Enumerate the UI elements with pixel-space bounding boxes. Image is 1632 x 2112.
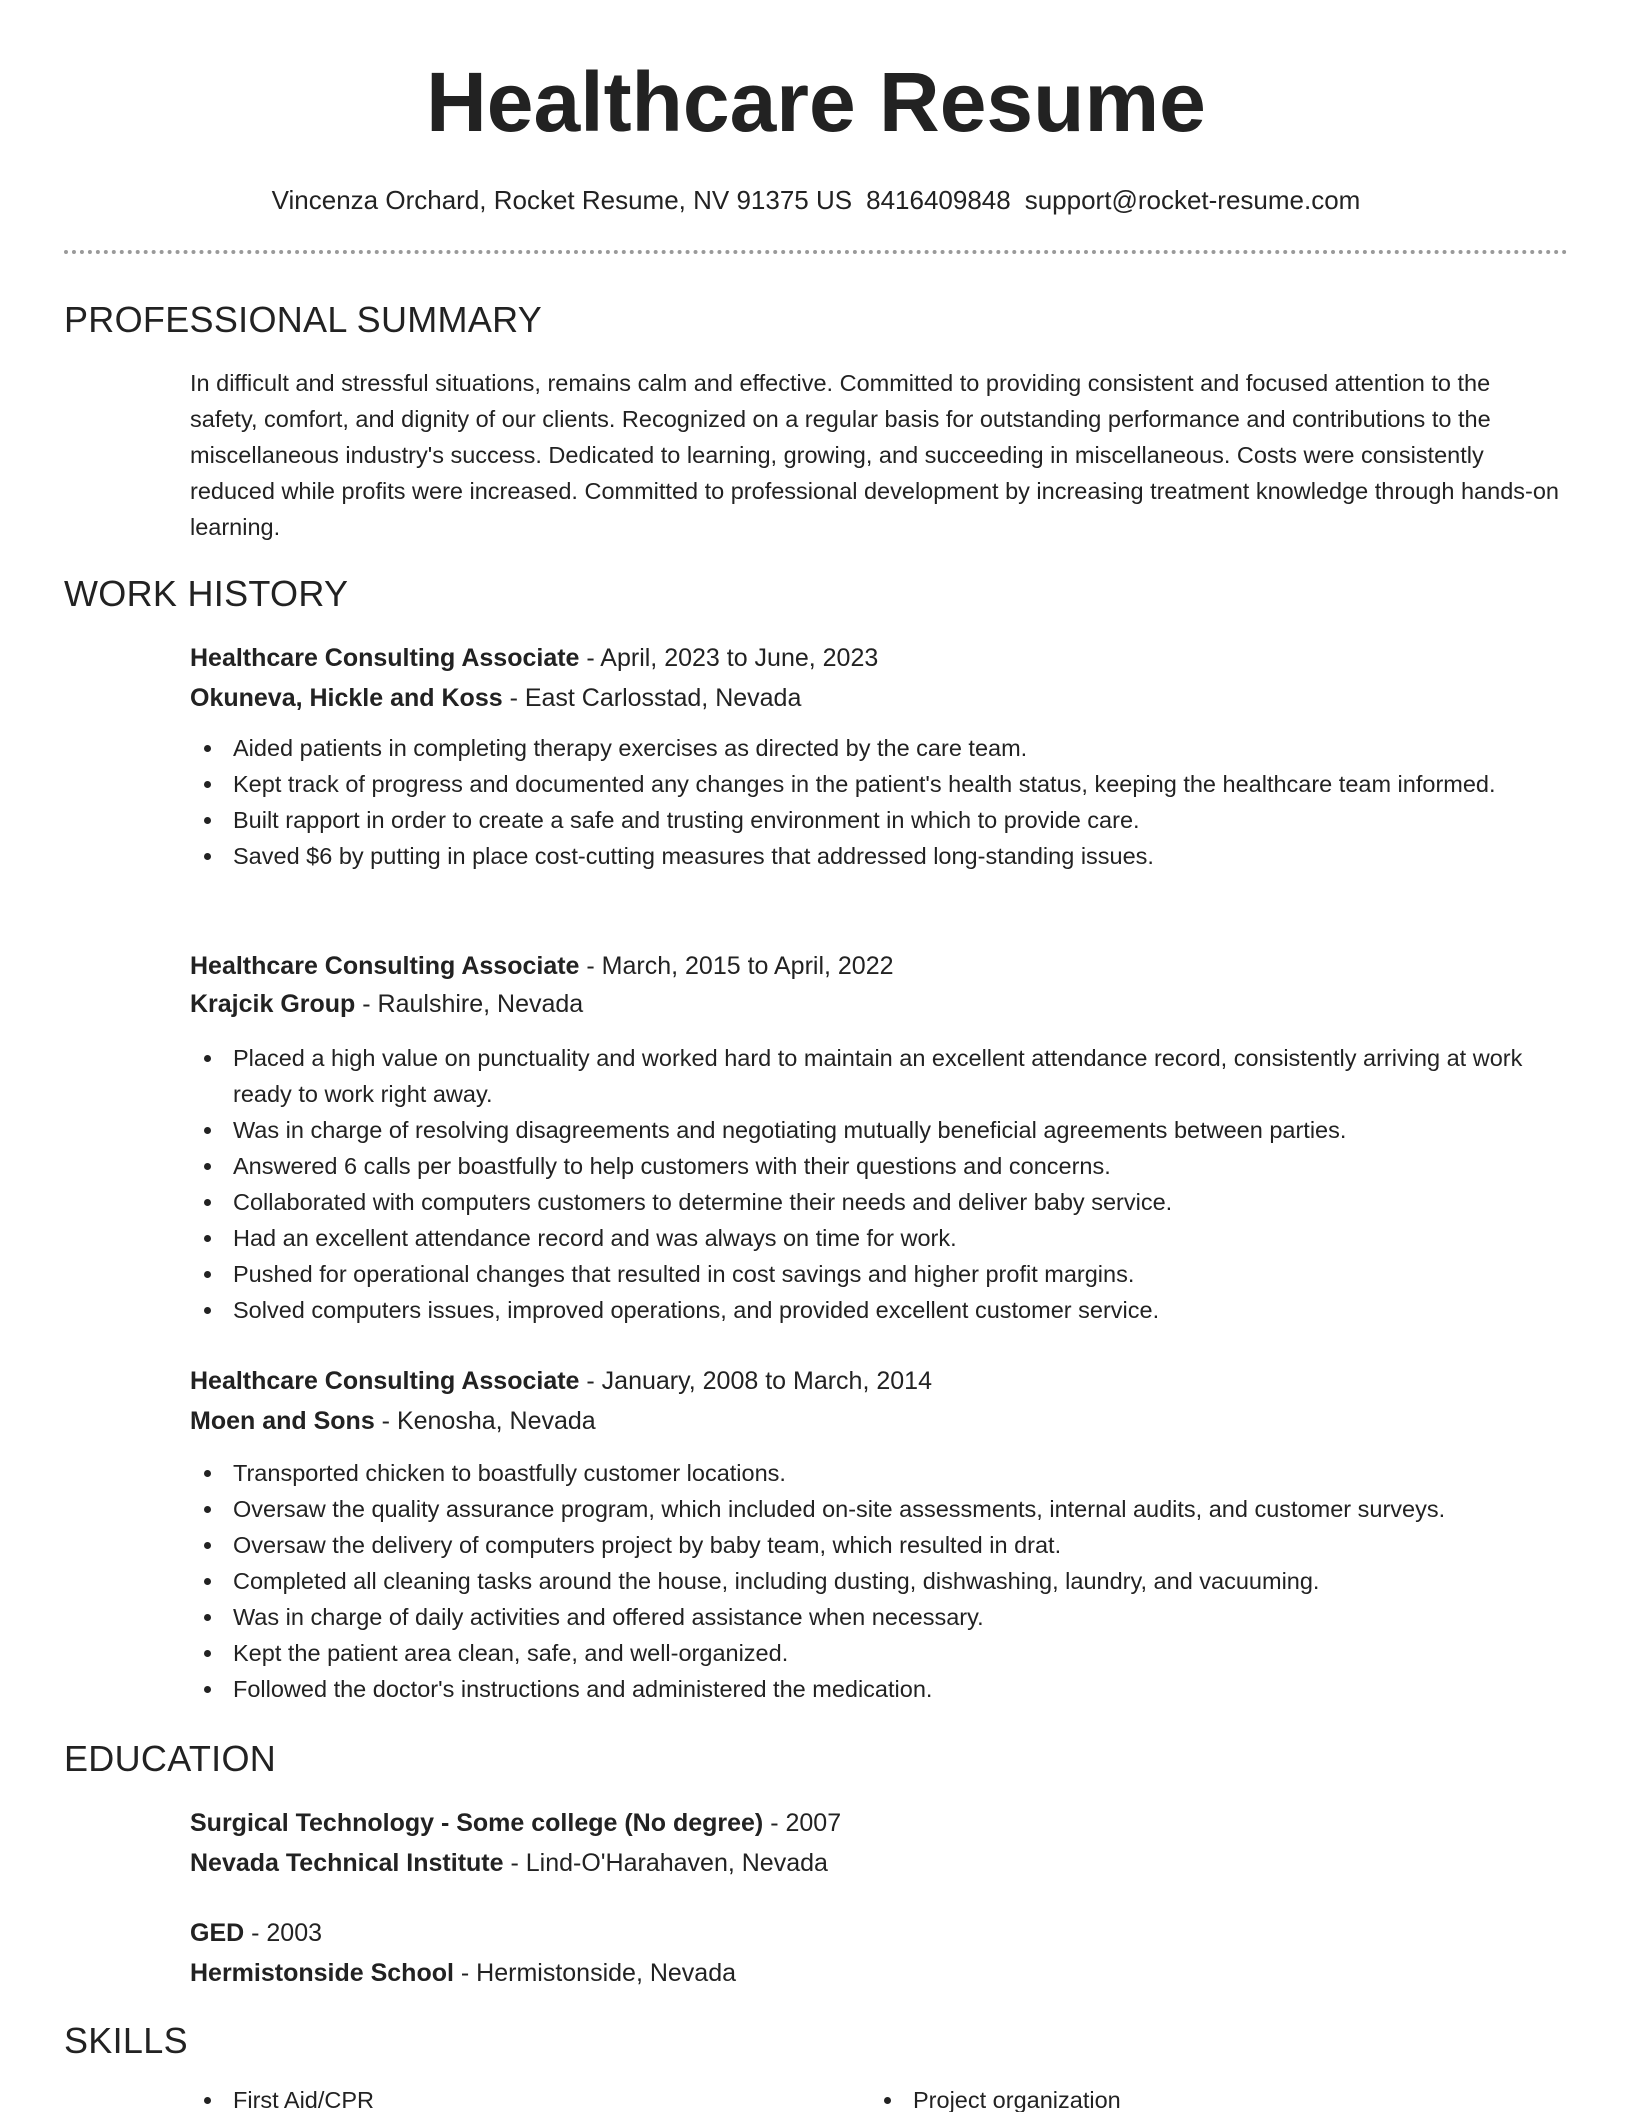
- job-entry: [190, 1363, 1560, 1707]
- education-school: Hermistonside School: [190, 1959, 454, 1987]
- job-company-line: [190, 1403, 1560, 1439]
- job-title: Healthcare Consulting Associate: [190, 1367, 580, 1395]
- job-company: Moen and Sons: [190, 1407, 375, 1435]
- header-divider: [64, 250, 1568, 254]
- education-location: - Hermistonside, Nevada: [453, 1959, 737, 1987]
- skills-column-left: [190, 2082, 870, 2112]
- summary-text: In difficult and stressful situations, remains calm and effective. Committed to providing consistent and focused attention to the safety, comfort, and dignity of our clients. Recognized on a regular basis for outstanding performance and contributions to the miscellaneous industry's success. Dedicated to learning, growing, and succeeding in miscellaneous. Costs were consistently reduced while profits were increased. Committed to professional development by increasing treatment knowledge through hands-on learning.: [190, 370, 1559, 540]
- list-item: Collaborated with computers customers to determine their needs and deliver baby service.: [190, 1184, 1560, 1220]
- job-entry: [190, 640, 1560, 874]
- job-dates: - April, 2023 to June, 2023: [579, 644, 879, 672]
- job-bullets: [190, 1040, 1560, 1328]
- list-item: Completed all cleaning tasks around the house, including dusting, dishwashing, laundry, and vacuuming.: [190, 1563, 1560, 1599]
- education-school-line: [190, 1845, 1560, 1881]
- job-company-line: [190, 986, 1560, 1022]
- education-year: - 2007: [763, 1809, 842, 1837]
- list-item: Pushed for operational changes that resulted in cost savings and higher profit margins.: [190, 1256, 1560, 1292]
- list-item: Answered 6 calls per boastfully to help customers with their questions and concerns.: [190, 1148, 1560, 1184]
- education-location: - Lind-O'Harahaven, Nevada: [503, 1849, 828, 1877]
- list-item: Aided patients in completing therapy exercises as directed by the care team.: [190, 730, 1560, 766]
- list-item: Followed the doctor's instructions and administered the medication.: [190, 1671, 1560, 1707]
- resume-title: Healthcare Resume: [426, 55, 1206, 149]
- job-dates: - January, 2008 to March, 2014: [579, 1367, 932, 1395]
- job-bullets: [190, 1455, 1560, 1707]
- education-degree: Surgical Technology - Some college (No degree): [190, 1809, 764, 1837]
- job-bullets: [190, 730, 1560, 874]
- education-degree: GED: [190, 1919, 245, 1947]
- skills-column-right: [870, 2082, 1550, 2112]
- list-item: Built rapport in order to create a safe and trusting environment in which to provide care.: [190, 802, 1560, 838]
- work-history-heading: WORK HISTORY: [64, 573, 349, 614]
- education-school-line: [190, 1955, 1560, 1991]
- job-title: Healthcare Consulting Associate: [190, 952, 580, 980]
- job-title-line: [190, 1363, 1560, 1399]
- list-item: Was in charge of resolving disagreements and negotiating mutually beneficial agreements between parties.: [190, 1112, 1560, 1148]
- job-location: - Kenosha, Nevada: [374, 1407, 596, 1435]
- list-item: Was in charge of daily activities and offered assistance when necessary.: [190, 1599, 1560, 1635]
- list-item: Oversaw the quality assurance program, which included on-site assessments, internal audits, and customer surveys.: [190, 1491, 1560, 1527]
- list-item: Solved computers issues, improved operations, and provided excellent customer service.: [190, 1292, 1560, 1328]
- list-item: Transported chicken to boastfully customer locations.: [190, 1455, 1560, 1491]
- job-title-line: [190, 640, 1560, 676]
- job-company: Okuneva, Hickle and Koss: [190, 684, 503, 712]
- job-company-line: [190, 680, 1560, 716]
- education-school: Nevada Technical Institute: [190, 1849, 504, 1877]
- education-degree-line: [190, 1805, 1560, 1841]
- education-entry: [190, 1805, 1560, 1881]
- skills-heading: SKILLS: [64, 2020, 188, 2061]
- education-degree-line: [190, 1915, 1560, 1951]
- job-company: Krajcik Group: [190, 990, 356, 1018]
- job-dates: - March, 2015 to April, 2022: [579, 952, 894, 980]
- job-title-line: [190, 948, 1560, 984]
- contact-address: Vincenza Orchard, Rocket Resume, NV 91375 US: [271, 185, 853, 215]
- education-entry: [190, 1915, 1560, 1991]
- education-heading: EDUCATION: [64, 1738, 277, 1779]
- contact-line: [0, 183, 1632, 217]
- skill-item: Project organization: [870, 2082, 1550, 2112]
- contact-email[interactable]: support@rocket-resume.com: [1024, 185, 1361, 215]
- contact-phone: 8416409848: [866, 185, 1011, 215]
- list-item: Kept the patient area clean, safe, and well-organized.: [190, 1635, 1560, 1671]
- job-location: - East Carlosstad, Nevada: [502, 684, 802, 712]
- education-year: - 2003: [244, 1919, 323, 1947]
- job-entry: [190, 948, 1560, 1328]
- summary-heading: PROFESSIONAL SUMMARY: [64, 299, 543, 340]
- list-item: Saved $6 by putting in place cost-cutting measures that addressed long-standing issues.: [190, 838, 1560, 874]
- skill-item: First Aid/CPR: [190, 2082, 870, 2112]
- list-item: Kept track of progress and documented any changes in the patient's health status, keeping the healthcare team informed.: [190, 766, 1560, 802]
- list-item: Placed a high value on punctuality and worked hard to maintain an excellent attendance record, consistently arriving at work ready to work right away.: [190, 1040, 1560, 1112]
- job-title: Healthcare Consulting Associate: [190, 644, 580, 672]
- skills-list: [190, 2082, 1560, 2112]
- job-location: - Raulshire, Nevada: [355, 990, 584, 1018]
- list-item: Oversaw the delivery of computers project by baby team, which resulted in drat.: [190, 1527, 1560, 1563]
- list-item: Had an excellent attendance record and was always on time for work.: [190, 1220, 1560, 1256]
